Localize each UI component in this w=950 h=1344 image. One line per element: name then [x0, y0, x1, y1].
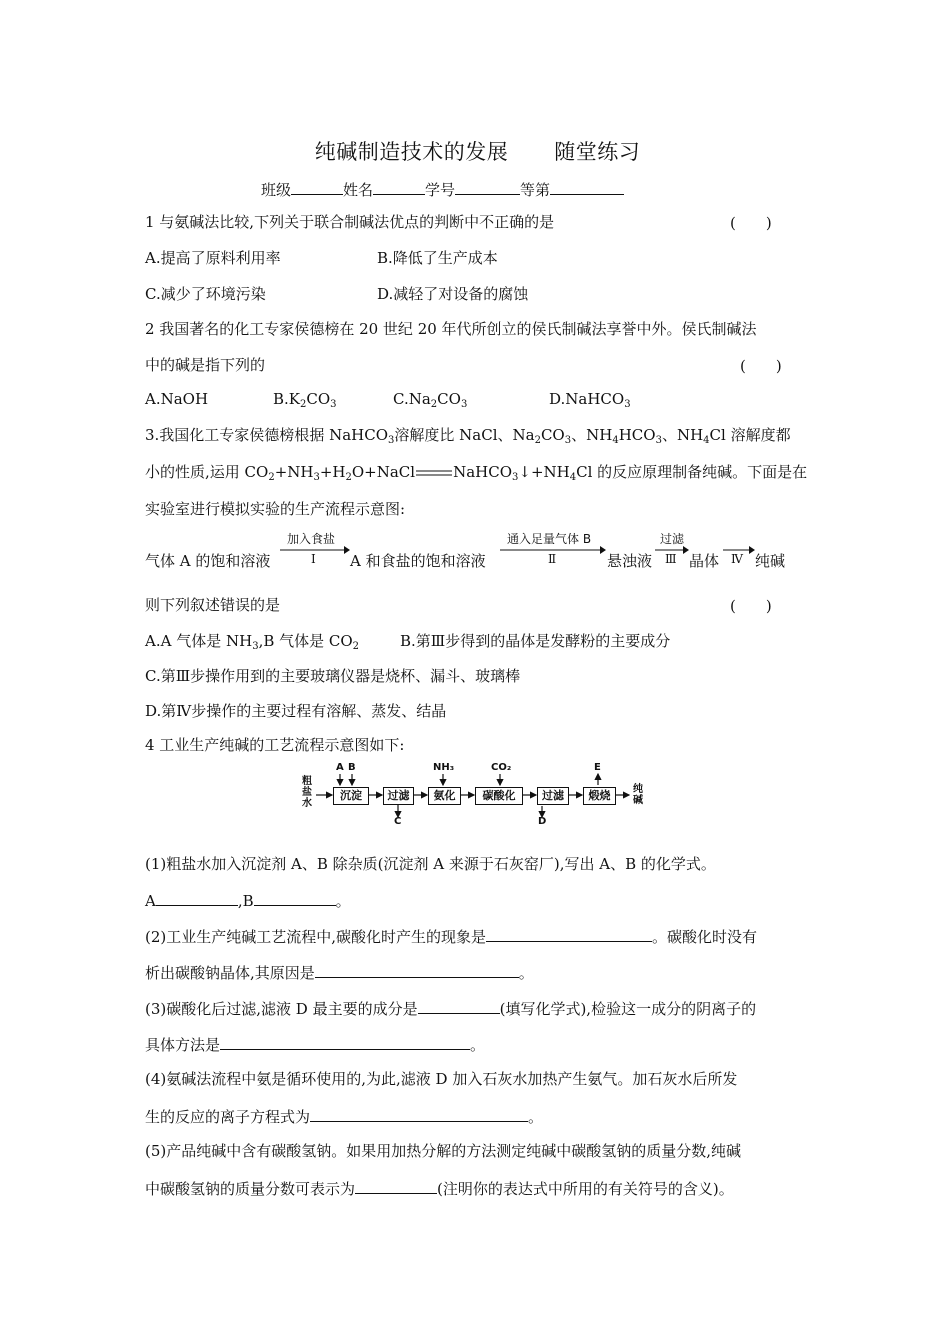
q3-option-a: A.A 气体是 $NH_3,B$ 气体是 $CO_2$ — [145, 632, 360, 652]
product-label: 纯碱 — [633, 784, 643, 806]
q2-option-d: D.NaHCO$_3$ — [549, 390, 631, 410]
q3-stem-line3: 实验室进行模拟实验的生产流程示意图: — [145, 500, 406, 518]
feed-label: 粗盐水 — [302, 776, 312, 809]
q2-stem-line1: 2 我国著名的化工专家侯德榜在 20 世纪 20 年代所创立的侯氏制碱法享誉中外。侯氏制碱法 — [145, 320, 757, 338]
q3-ask: 则下列叙述错误的是 — [145, 596, 281, 614]
q2-answer-paren[interactable]: ( ) — [740, 357, 782, 375]
q4-part1: (1)粗盐水加入沉淀剂 A、B 除杂质(沉淀剂 A 来源于石灰窑厂),写出 A、B 的化学式。 — [145, 855, 716, 873]
name-blank[interactable] — [373, 178, 425, 195]
q1-stem: 1 与氨碱法比较,下列关于联合制碱法优点的判断中不正确的是 — [145, 213, 555, 231]
q4-part1-answers: A ,B 。 — [145, 889, 351, 911]
q4-stem: 4 工业生产纯碱的工艺流程示意图如下: — [145, 736, 405, 754]
process-box-carbonation: 碳酸化 — [475, 787, 523, 805]
q4-part5-line1: (5)产品纯碱中含有碳酸氢钠。如果用加热分解的方法测定纯碱中碳酸氢钠的质量分数,纯碱 — [145, 1142, 742, 1160]
q1-answer-paren[interactable]: ( ) — [730, 214, 772, 232]
answer-blank-a[interactable] — [156, 889, 238, 906]
q4-process-diagram — [302, 762, 652, 828]
q3-option-d: D.第Ⅳ步操作的主要过程有溶解、蒸发、结晶 — [145, 702, 447, 720]
q1-option-b: B.降低了生产成本 — [377, 249, 498, 267]
answer-blank-b[interactable] — [254, 889, 336, 906]
student-info-line: 班级 姓名 学号 等第 — [261, 178, 624, 200]
q4-part2-line2: 析出碳酸钠晶体,其原因是 。 — [145, 961, 534, 983]
answer-blank-filtrate[interactable] — [418, 997, 500, 1014]
flow-step-3: 悬浊液 — [607, 552, 653, 570]
flow-caption-2: 通入足量气体 B — [507, 532, 592, 546]
flow-step-1: 气体 A 的饱和溶液 — [145, 552, 271, 570]
answer-blank-equation[interactable] — [310, 1105, 528, 1122]
flow-caption-3: 过滤 — [660, 532, 685, 546]
q3-answer-paren[interactable]: ( ) — [730, 597, 772, 615]
q4-part3-line2: 具体方法是 。 — [145, 1033, 485, 1055]
q1-option-a: A.提高了原料利用率 — [145, 249, 281, 267]
input-nh3-label: NH₃ — [433, 762, 455, 773]
q1-option-c: C.减少了环境污染 — [145, 285, 266, 303]
answer-blank-phenomenon[interactable] — [486, 925, 652, 942]
q2-option-b: $B.K_2CO_3$ — [273, 390, 337, 410]
input-b-label: B — [348, 762, 356, 773]
process-box-filter-1: 过滤 — [383, 787, 414, 805]
q4-part3-line1: (3)碳酸化后过滤,滤液 D 最主要的成分是 (填写化学式),检验这一成分的阴离子的 — [145, 997, 756, 1019]
q3-option-b: B.第Ⅲ步得到的晶体是发酵粉的主要成分 — [400, 632, 671, 650]
output-e-label: E — [594, 762, 601, 773]
answer-blank-method[interactable] — [220, 1033, 470, 1050]
page-title: 纯碱制造技术的发展 随堂练习 — [314, 140, 641, 164]
flow-step-2: A 和食盐的饱和溶液 — [350, 552, 486, 570]
answer-blank-reason[interactable] — [315, 961, 519, 978]
output-c-label: C — [394, 816, 402, 827]
q2-stem-line2: 中的碱是指下列的 — [145, 356, 266, 374]
grade-blank[interactable] — [550, 178, 624, 195]
process-box-precipitate: 沉淀 — [333, 787, 369, 805]
q3-stem-line2: 小的性质,运用 $CO_2+NH_3+H_2O+NaCl$ $NaHCO_3↓+NH_4Cl$ 的反应原理制备纯碱。下面是在 — [145, 463, 808, 483]
flow-caption-1: 加入食盐 — [287, 532, 336, 546]
equals-sign-icon — [415, 468, 453, 478]
q4-part2-line1: (2)工业生产纯碱工艺流程中,碳酸化时产生的现象是 。碳酸化时没有 — [145, 925, 757, 947]
flow-step-number-1: Ⅰ — [311, 552, 316, 566]
id-blank[interactable] — [455, 178, 520, 195]
q3-option-c: C.第Ⅲ步操作用到的主要玻璃仪器是烧杯、漏斗、玻璃棒 — [145, 667, 521, 685]
q4-part4-line1: (4)氨碱法流程中氨是循环使用的,为此,滤液 D 加入石灰水加热产生氨气。加石灰水后所发 — [145, 1070, 738, 1088]
flow-step-number-3: Ⅲ — [665, 552, 677, 566]
q1-option-d: D.减轻了对设备的腐蚀 — [377, 285, 529, 303]
q2-option-c: $C.Na_2CO_3$ — [393, 390, 468, 410]
q4-part4-line2: 生的反应的离子方程式为 。 — [145, 1105, 543, 1127]
class-blank[interactable] — [291, 178, 343, 195]
q4-part5-line2: 中碳酸氢钠的质量分数可表示为 (注明你的表达式中所用的有关符号的含义)。 — [145, 1177, 734, 1199]
flow-step-4: 晶体 — [689, 552, 720, 570]
q3-stem-line1: 3.我国化工专家侯德榜根据 NaHCO$_3$溶解度比 NaCl、$Na_2CO_3$、$NH_4HCO_3$、$NH_4Cl$ 溶解度都 — [145, 426, 791, 446]
input-a-label: A — [336, 762, 344, 773]
flow-step-5: 纯碱 — [755, 552, 786, 570]
process-box-calcination: 煅烧 — [583, 787, 616, 805]
flow-step-number-4: Ⅳ — [731, 552, 743, 566]
flow-step-number-2: Ⅱ — [548, 552, 557, 566]
process-box-ammoniation: 氨化 — [428, 787, 461, 805]
q3-flow-diagram — [145, 526, 810, 576]
input-co2-label: CO₂ — [491, 762, 512, 773]
output-d-label: D — [538, 816, 547, 827]
process-box-filter-2: 过滤 — [537, 787, 569, 805]
answer-blank-fraction[interactable] — [355, 1177, 437, 1194]
q2-option-a: A.NaOH — [145, 390, 209, 408]
